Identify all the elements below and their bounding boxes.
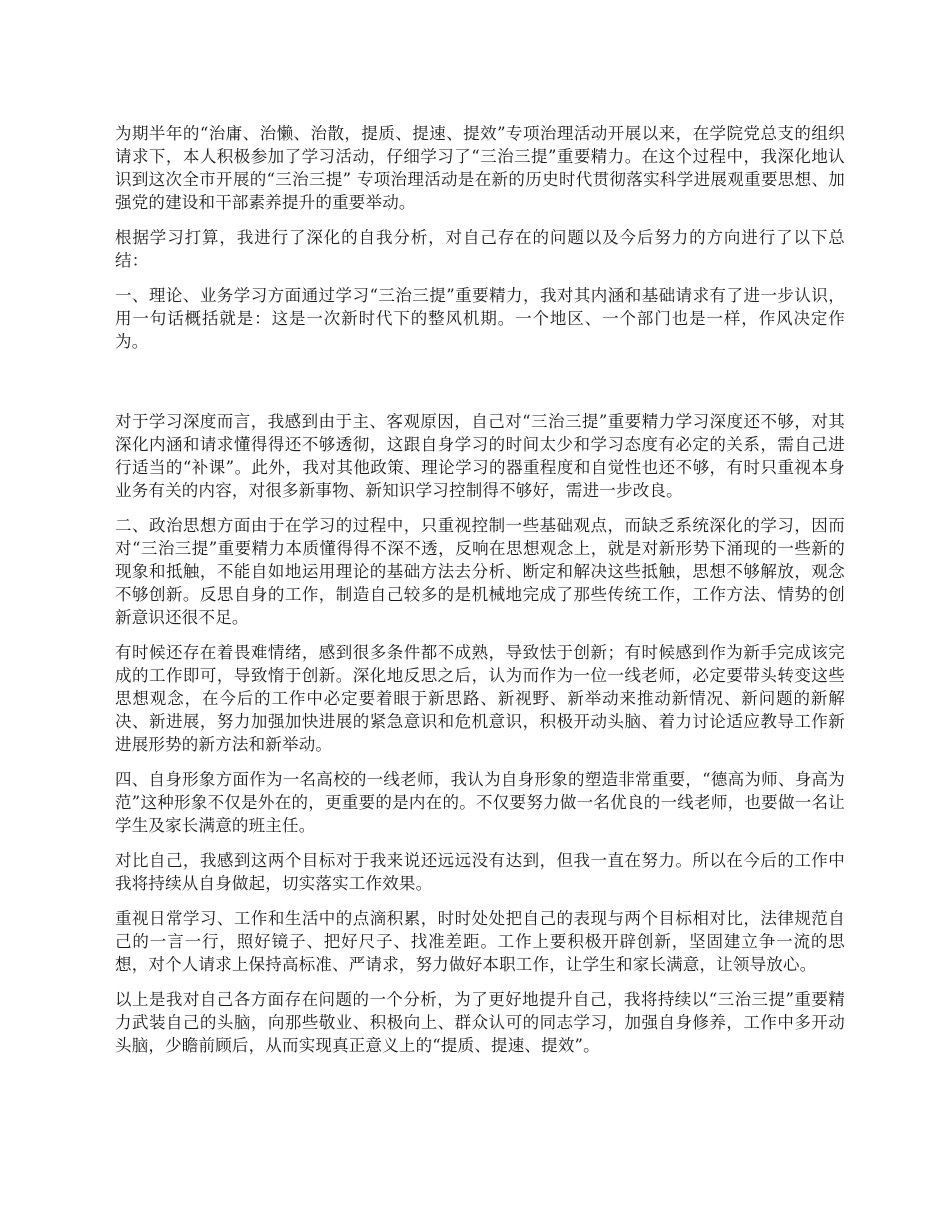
- paragraph-plan: 根据学习打算，我进行了深化的自我分析，对自己存在的问题以及今后努力的方向进行了以下总结：: [115, 228, 845, 270]
- paragraph-daily-practice: 重视日常学习、工作和生活中的点滴积累，时时处处把自己的表现与两个目标相对比，法律规范自己的一言一行，照好镜子、把好尺子、找准差距。工作上要积极开辟创新，坚固建立争一流的思想，对个人请求上保持高标准、严请求，努力做好本职工作，让学生和家长满意，让领导放心。: [115, 909, 845, 974]
- paragraph-section-one: 一、理论、业务学习方面通过学习“三治三提”重要精力，我对其内涵和基础请求有了进一步认识，用一句话概括就是：这是一次新时代下的整风机期。一个地区、一个部门也是一样，作风决定作为。: [115, 286, 845, 351]
- paragraph-study-depth: 对于学习深度而言，我感到由于主、客观原因，自己对“三治三提”重要精力学习深度还不够，对其深化内涵和请求懂得得还不够透彻，这跟自身学习的时间太少和学习态度有必定的关系，需自己进行适当的“补课”。此外，我对其他政策、理论学习的器重程度和自觉性也还不够，有时只重视本身业务有关的内容，对很多新事物、新知识学习控制得不够好，需进一步改良。: [115, 412, 845, 500]
- paragraph-innovation: 有时候还存在着畏难情绪，感到很多条件都不成熟，导致怯于创新；有时候感到作为新手完成该完成的工作即可，导致惰于创新。深化地反思之后，认为而作为一位一线老师，必定要带头转变这些思想观念，在今后的工作中必定要着眼于新思路、新视野、新举动来推动新情况、新问题的新解决、新进展，努力加强加快进展的紧急意识和危机意识，积极开动头脑、着力讨论适应教导工作新进展形势的新方法和新举动。: [115, 643, 845, 754]
- paragraph-section-two: 二、政治思想方面由于在学习的过程中，只重视控制一些基础观点，而缺乏系统深化的学习，因而对“三治三提”重要精力本质懂得得不深不透，反响在思想观念上，就是对新形势下涌现的一些新的现象和抵触，不能自如地运用理论的基础方法去分析、断定和解决这些抵触，思想不够解放，观念不够创新。反思自身的工作，制造自己较多的是机械地完成了那些传统工作，工作方法、情势的创新意识还很不足。: [115, 516, 845, 627]
- paragraph-conclusion: 以上是我对自己各方面存在问题的一个分析，为了更好地提升自己，我将持续以“三治三提”重要精力武装自己的头脑，向那些敬业、积极向上、群众认可的同志学习，加强自身修养，工作中多开动头脑，少瞻前顾后，从而实现真正意义上的“提质、提速、提效”。: [115, 990, 845, 1055]
- blank-gap: [115, 365, 845, 410]
- paragraph-section-four: 四、自身形象方面作为一名高校的一线老师，我认为自身形象的塑造非常重要，“德高为师、身高为范”这种形象不仅是外在的，更重要的是内在的。不仅要努力做一名优良的一线老师，也要做一名让学生及家长满意的班主任。: [115, 770, 845, 835]
- paragraph-comparison: 对比自己，我感到这两个目标对于我来说还远远没有达到，但我一直在努力。所以在今后的工作中我将持续从自身做起，切实落实工作效果。: [115, 851, 845, 893]
- document-body: [115, 122, 845, 1069]
- paragraph-intro: 为期半年的“治庸、治懒、治散，提质、提速、提效”专项治理活动开展以来，在学院党总支的组织请求下，本人积极参加了学习活动，仔细学习了“三治三提”重要精力。在这个过程中，我深化地认识到这次全市开展的“三治三提” 专项治理活动是在新的历史时代贯彻落实科学进展观重要思想、加强党的建设和干部素养提升的重要举动。: [115, 124, 845, 212]
